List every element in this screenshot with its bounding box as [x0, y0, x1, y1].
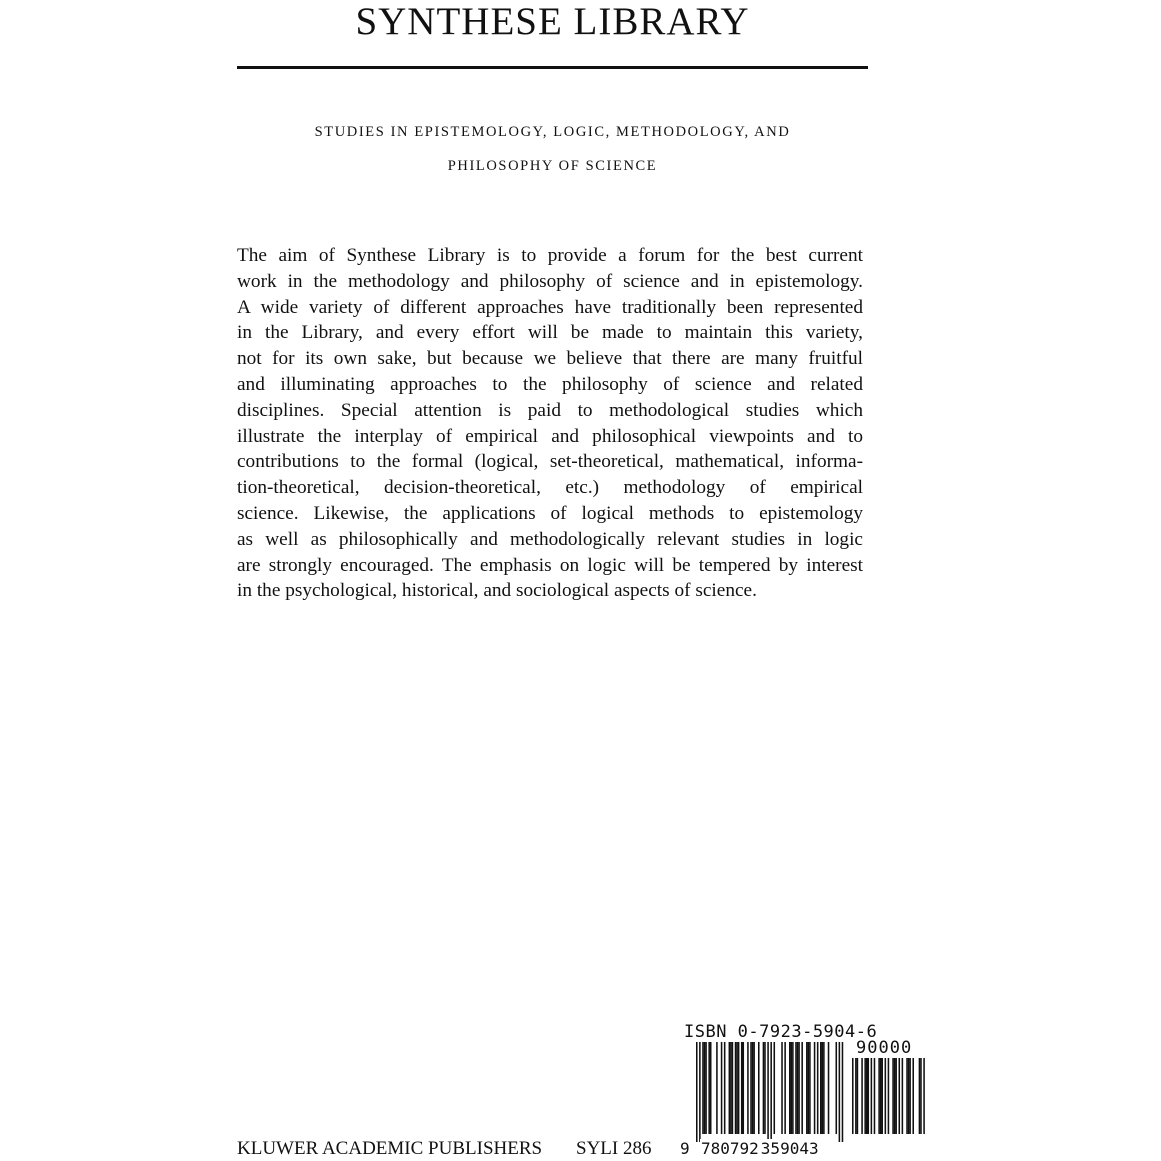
barcode-bar [801, 1042, 803, 1134]
barcode-bar [820, 1042, 822, 1134]
barcode-bar [764, 1042, 766, 1134]
addon-bar [902, 1058, 904, 1134]
addon-bar [923, 1058, 925, 1134]
barcode-bar [806, 1042, 808, 1134]
barcode-bar [736, 1042, 738, 1134]
barcode-bar [741, 1042, 743, 1134]
addon-bar [866, 1058, 868, 1134]
addon-bar [857, 1058, 859, 1134]
addon-bar [894, 1058, 896, 1134]
series-subtitle-line-2: PHILOSOPHY OF SCIENCE [447, 158, 658, 174]
barcode-bar [789, 1042, 791, 1134]
addon-bar [868, 1058, 870, 1134]
description-line: A wide variety of different approaches have traditionally been represented [237, 296, 863, 318]
addon-bar [864, 1058, 866, 1134]
addon-bar [871, 1058, 873, 1134]
description-line: science. Likewise, the applications of logical methods to epistemology [237, 502, 863, 524]
addon-bar [880, 1058, 882, 1134]
addon-bar [874, 1058, 876, 1134]
price-code: 90000 [856, 1038, 913, 1058]
addon-bar [878, 1058, 880, 1134]
barcode-bar [842, 1042, 844, 1142]
description-line: are strongly encouraged. The emphasis on logic will be tempered by interest [237, 554, 863, 576]
addon-bar [920, 1058, 922, 1134]
barcode-bar [823, 1042, 825, 1134]
barcode-bar [839, 1042, 841, 1142]
description-line: as well as philosophically and methodologically relevant studies in logic [237, 528, 863, 550]
barcode-bar [814, 1042, 816, 1134]
barcode-bar [747, 1042, 749, 1134]
description-line: and illuminating approaches to the philosophy of science and related [237, 373, 863, 395]
addon-bar [852, 1058, 854, 1134]
barcode-bar [770, 1042, 772, 1142]
barcode-bar [716, 1042, 718, 1134]
series-title: SYNTHESE LIBRARY [355, 0, 750, 43]
description-line: in the psychological, historical, and sociological aspects of science. [237, 580, 757, 602]
barcode-bar [791, 1042, 793, 1134]
addon-bar [912, 1058, 914, 1134]
ean-right-group: 359043 [760, 1139, 819, 1158]
addon-bar [861, 1058, 863, 1134]
barcode-bar [798, 1042, 800, 1134]
addon-bar [909, 1058, 911, 1134]
addon-bar [919, 1058, 921, 1134]
barcode-bar [753, 1042, 755, 1134]
ean-left-group: 780792 [701, 1139, 759, 1158]
description-line: not for its own sake, but because we believe that there are many fruitful [237, 348, 863, 370]
barcode-bar [738, 1042, 740, 1134]
description-line: The aim of Synthese Library is to provide a forum for the best current [237, 245, 863, 266]
barcode-bar [828, 1042, 830, 1134]
barcode [676, 1022, 926, 1161]
barcode-bar [822, 1042, 824, 1134]
description-line: in the Library, and every effort will be made to maintain this variety, [237, 322, 863, 344]
barcode-bar [809, 1042, 811, 1134]
barcode-bar [797, 1042, 799, 1134]
description-line: work in the methodology and philosophy of science and in epistemology. [237, 270, 863, 292]
addon-bar [888, 1058, 890, 1134]
addon-bar [906, 1058, 908, 1134]
addon-bar [855, 1058, 857, 1134]
addon-bar [881, 1058, 883, 1134]
barcode-bar [708, 1042, 710, 1134]
addon-bar [908, 1058, 910, 1134]
series-subtitle-line-1: STUDIES IN EPISTEMOLOGY, LOGIC, METHODOLOGY, AND [314, 124, 791, 140]
barcode-bar [743, 1042, 745, 1134]
addon-bar [885, 1058, 887, 1134]
title-rule [237, 66, 868, 69]
barcode-bar [767, 1042, 769, 1142]
barcode-bar [763, 1042, 765, 1134]
description-line: tion-theoretical, decision-theoretical, etc.) methodology of empirical [237, 477, 863, 499]
barcode-bar [696, 1042, 698, 1142]
series-description [237, 243, 863, 604]
barcode-bar [705, 1042, 707, 1134]
addon-bar [892, 1058, 894, 1134]
barcode-bar [817, 1042, 819, 1134]
barcode-bar [808, 1042, 810, 1134]
isbn-label: ISBN 0-7923-5904-6 [684, 1022, 878, 1042]
barcode-bar [758, 1042, 760, 1134]
barcode-bar [752, 1042, 754, 1134]
barcode-bar [724, 1042, 726, 1134]
addon-bar [899, 1058, 901, 1134]
description-line: contributions to the formal (logical, set-theoretical, mathematical, informa- [237, 451, 863, 473]
ean-lead-digit: 9 [680, 1139, 690, 1158]
barcode-bar [781, 1042, 783, 1134]
barcode-bar [710, 1042, 712, 1134]
barcode-bar [699, 1042, 701, 1142]
publisher-name: KLUWER ACADEMIC PUBLISHERS [237, 1138, 543, 1159]
barcode-bar [795, 1042, 797, 1134]
barcode-bar [836, 1042, 838, 1134]
barcode-bar [774, 1042, 776, 1134]
addon-bar [895, 1058, 897, 1134]
barcode-bar [702, 1042, 704, 1134]
barcode-bar [729, 1042, 731, 1134]
barcode-bar [704, 1042, 706, 1134]
ean-digits [680, 1139, 820, 1159]
description-line: disciplines. Special attention is paid to methodological studies which [237, 399, 863, 421]
barcode-bar [730, 1042, 732, 1134]
description-line: illustrate the interplay of empirical and philosophical viewpoints and to [237, 425, 863, 447]
barcode-bars [676, 1042, 926, 1142]
barcode-bar [732, 1042, 734, 1134]
barcode-bar [721, 1042, 723, 1134]
barcode-bar [735, 1042, 737, 1134]
barcode-bar [792, 1042, 794, 1134]
barcode-bar [750, 1042, 752, 1134]
barcode-bar [784, 1042, 786, 1134]
series-code: SYLI 286 [576, 1138, 652, 1159]
